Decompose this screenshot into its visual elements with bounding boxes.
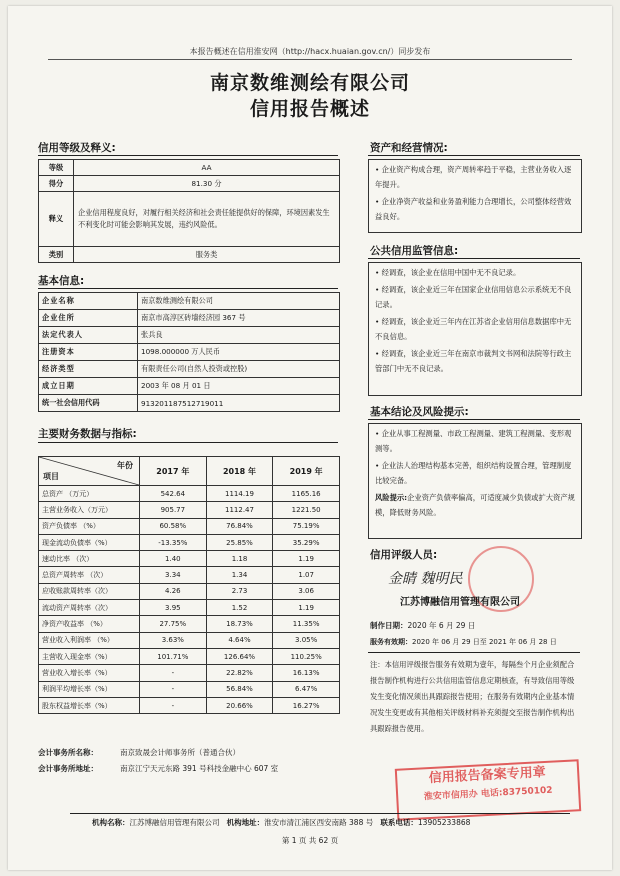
conclusion-item: • 企业法人治理结构基本完善，组织结构设置合理，管理制度比较完备。	[375, 461, 572, 485]
metric-value: 3.63%	[140, 632, 207, 648]
metric-value: 3.06	[273, 583, 340, 599]
metric-value: 1.19	[273, 551, 340, 567]
basic-info-table	[38, 292, 340, 412]
metric-value: 16.13%	[273, 665, 340, 681]
metric-name: 总资产周转率 （次）	[39, 567, 140, 583]
footer-org-label: 机构名称：	[92, 818, 130, 827]
public-item: • 经调查，该企业近三年在南京市裁判文书网和法院等行政主管部门中无不良记录。	[375, 349, 572, 373]
validity-note: 注：本信用评级报告服务有效期为壹年，每隔叁个月企业须配合报告制作机构进行公共信用监管信息定期核查，有导致信用等级发生变化情况须出具跟踪报告使用；在服务有效期内企业基本情况发生变更或有其他相关评级材料补充须提交至报告制作机构出具跟踪报告使用。	[370, 660, 575, 733]
info-key: 成立日期	[39, 378, 138, 395]
valid-period-row	[370, 637, 557, 647]
table-row	[39, 378, 340, 395]
metric-value: -	[140, 681, 207, 697]
info-value: 南京数维测绘有限公司	[138, 293, 340, 310]
public-item: • 经调查，该企业在信用中国中无不良记录。	[375, 268, 521, 277]
table-row	[39, 395, 340, 412]
section-underline	[368, 419, 580, 420]
info-value: 南京市高淳区砖墙经济园 367 号	[138, 310, 340, 327]
header-divider	[48, 59, 572, 60]
footer-divider	[70, 813, 570, 814]
made-date-row	[370, 620, 475, 631]
metric-name: 股东权益增长率（%）	[39, 697, 140, 713]
metric-value: 6.47%	[273, 681, 340, 697]
public-credit-title: 公共信用监管信息:	[370, 245, 459, 257]
year-header: 2017 年	[140, 457, 207, 486]
rating-key: 得分	[39, 176, 74, 192]
audit-firm-value: 南京致晟会计师事务所（普通合伙）	[120, 748, 240, 757]
metric-value: 75.19%	[273, 518, 340, 534]
rating-company: 江苏博融信用管理有限公司	[400, 597, 520, 608]
section-underline	[368, 258, 580, 259]
metric-value: 3.34	[140, 567, 207, 583]
table-row	[39, 361, 340, 378]
stamp-line1: 信用报告备案专用章	[428, 764, 547, 787]
table-row	[39, 192, 340, 247]
footer-addr: 淮安市清江浦区西安南路 388 号	[264, 818, 374, 827]
public-item: • 经调查，该企业近三年在国家企业信用信息公示系统无不良记录。	[375, 285, 572, 309]
table-row	[39, 583, 340, 599]
financial-title: 主要财务数据与指标:	[38, 428, 137, 440]
table-row	[39, 534, 340, 550]
rating-key: 等级	[39, 160, 74, 176]
valid-period-value: 2020 年 06 月 29 日至 2021 年 06 月 28 日	[412, 638, 557, 646]
metric-value: 4.64%	[206, 632, 273, 648]
info-key: 经济类型	[39, 361, 138, 378]
table-row	[39, 247, 340, 263]
footer-info	[92, 817, 470, 828]
metric-value: 1.40	[140, 551, 207, 567]
metric-value: 56.84%	[206, 681, 273, 697]
info-value: 913201187512719011	[138, 395, 340, 412]
section-underline	[38, 288, 338, 289]
metric-value: -	[140, 697, 207, 713]
audit-firm-address-value: 南京江宁天元东路 391 号科技金融中心 607 室	[120, 764, 279, 773]
info-value: 有限责任公司(自然人投资或控股)	[138, 361, 340, 378]
info-key: 法定代表人	[39, 327, 138, 344]
conclusion-box	[368, 423, 582, 539]
credit-rating-table	[38, 159, 340, 263]
metric-name: 主营收入现金率（%）	[39, 648, 140, 664]
info-key: 统一社会信用代码	[39, 395, 138, 412]
metric-value: 1.19	[273, 600, 340, 616]
metric-value: 110.25%	[273, 648, 340, 664]
table-row	[39, 486, 340, 502]
metric-name: 速动比率 （次）	[39, 551, 140, 567]
table-row	[39, 176, 340, 192]
table-row	[39, 648, 340, 664]
company-title: 南京数维测绘有限公司	[209, 72, 410, 94]
metric-value: 1165.16	[273, 486, 340, 502]
assets-item: • 企业资产构成合理，资产周转率趋于平稳，主营业务收入逐年提升。	[375, 165, 572, 189]
financial-body	[39, 486, 340, 714]
metric-name: 营业收入增长率（%）	[39, 665, 140, 681]
corner-item-label: 项目	[43, 472, 59, 481]
table-row	[39, 551, 340, 567]
rating-key: 释义	[39, 192, 74, 247]
metric-value: 2.73	[206, 583, 273, 599]
metric-value: 1.07	[273, 567, 340, 583]
section-underline	[38, 442, 338, 443]
section-underline	[368, 652, 580, 653]
info-value: 2003 年 08 月 01 日	[138, 378, 340, 395]
info-key: 企业名称	[39, 293, 138, 310]
year-header: 2019 年	[273, 457, 340, 486]
metric-value: 905.77	[140, 502, 207, 518]
rating-category: 服务类	[74, 247, 340, 263]
rating-definition: 企业信用程度良好，对履行相关经济和社会责任能提供好的保障，环境因素发生不利变化时可能会影响其发展，违约风险低。	[74, 192, 340, 247]
metric-name: 现金流动负债率（%）	[39, 534, 140, 550]
footer-phone: 13905233868	[417, 818, 471, 827]
metric-value: 1112.47	[206, 502, 273, 518]
risk-paragraph	[375, 490, 575, 520]
signature: 金睛 魏明民	[388, 571, 463, 587]
metric-value: 1.52	[206, 600, 273, 616]
metric-name: 资产负债率 （%）	[39, 518, 140, 534]
metric-value: 542.64	[140, 486, 207, 502]
made-date-label: 制作日期：	[370, 621, 408, 630]
metric-value: -	[140, 665, 207, 681]
footer-addr-label: 机构地址：	[226, 818, 265, 827]
credit-rating-title: 信用等级及释义:	[38, 142, 116, 154]
assets-box	[368, 159, 582, 233]
metric-value: -13.35%	[140, 534, 207, 550]
metric-name: 总资产 （万元）	[39, 486, 140, 502]
page-number: 第 1 页 共 62 页	[281, 836, 339, 845]
assets-item: • 企业净资产收益和业务盈利能力合理增长，公司整体经营效益良好。	[375, 197, 572, 221]
risk-label: 风险提示:	[375, 493, 408, 502]
rating-level: AA	[74, 160, 340, 176]
info-value: 张兵良	[138, 327, 340, 344]
metric-name: 营业收入利润率 （%）	[39, 632, 140, 648]
table-row	[39, 502, 340, 518]
metric-name: 净资产收益率 （%）	[39, 616, 140, 632]
public-credit-box	[368, 262, 582, 396]
table-row	[39, 681, 340, 697]
rating-staff-label: 信用评级人员:	[370, 549, 438, 561]
basic-info-title: 基本信息:	[38, 275, 85, 287]
filing-stamp	[395, 759, 581, 821]
section-underline	[38, 155, 338, 156]
table-row	[39, 518, 340, 534]
metric-value: 3.05%	[273, 632, 340, 648]
table-row	[39, 665, 340, 681]
report-title: 信用报告概述	[249, 98, 370, 120]
metric-value: 126.64%	[206, 648, 273, 664]
metric-value: 20.66%	[206, 697, 273, 713]
financial-table	[38, 456, 340, 714]
metric-value: 18.73%	[206, 616, 273, 632]
info-value: 1098.000000 万人民币	[138, 344, 340, 361]
footer-phone-label: 联系电话：	[380, 818, 418, 827]
metric-name: 主营业务收入（万元）	[39, 502, 140, 518]
metric-value: 60.58%	[140, 518, 207, 534]
header-note: 本报告概述在信用淮安网（http://hacx.huaian.gov.cn/）同步发布	[189, 47, 431, 56]
metric-value: 1.18	[206, 551, 273, 567]
metric-value: 3.95	[140, 600, 207, 616]
metric-value: 1114.19	[206, 486, 273, 502]
table-row	[39, 310, 340, 327]
table-row	[39, 600, 340, 616]
risk-text: 企业资产负债率偏高，可适度减少负债或扩大资产规模，降低财务风险。	[375, 493, 575, 517]
info-key: 企业住所	[39, 310, 138, 327]
stamp-line2: 淮安市信用办 电话:83750102	[423, 785, 553, 803]
table-row	[39, 567, 340, 583]
table-row	[39, 293, 340, 310]
rating-key: 类别	[39, 247, 74, 263]
metric-value: 101.71%	[140, 648, 207, 664]
section-underline	[368, 155, 580, 156]
made-date-value: 2020 年 6 月 29 日	[407, 621, 476, 630]
metric-value: 1.34	[206, 567, 273, 583]
table-row	[39, 697, 340, 713]
conclusion-title: 基本结论及风险提示:	[370, 406, 469, 418]
table-row	[39, 327, 340, 344]
assets-title: 资产和经营情况:	[370, 142, 448, 154]
metric-value: 16.27%	[273, 697, 340, 713]
audit-firm-label: 会计事务所名称：	[38, 748, 98, 757]
metric-value: 22.82%	[206, 665, 273, 681]
metric-value: 11.35%	[273, 616, 340, 632]
table-header-row	[39, 457, 340, 486]
table-row	[39, 616, 340, 632]
footer-org: 江苏博融信用管理有限公司	[129, 818, 220, 827]
conclusion-item: • 企业从事工程测量、市政工程测量、建筑工程测量、变形观测等。	[375, 429, 572, 453]
corner-header	[39, 457, 140, 486]
metric-name: 利润平均增长率（%）	[39, 681, 140, 697]
info-key: 注册资本	[39, 344, 138, 361]
valid-period-label: 服务有效期：	[370, 638, 412, 646]
rating-score: 81.30 分	[74, 176, 340, 192]
metric-value: 1221.50	[273, 502, 340, 518]
metric-value: 4.26	[140, 583, 207, 599]
public-item: • 经调查，该企业近三年内在江苏省企业信用信息数据库中无不良信息。	[375, 317, 572, 341]
metric-value: 35.29%	[273, 534, 340, 550]
metric-value: 27.75%	[140, 616, 207, 632]
metric-value: 25.85%	[206, 534, 273, 550]
metric-name: 流动资产周转率（次）	[39, 600, 140, 616]
report-page	[8, 6, 612, 870]
corner-year-label: 年份	[117, 461, 133, 470]
audit-firm-address-label: 会计事务所地址：	[38, 764, 98, 773]
metric-name: 应收账款周转率（次）	[39, 583, 140, 599]
table-row	[39, 344, 340, 361]
metric-value: 76.84%	[206, 518, 273, 534]
table-row	[39, 632, 340, 648]
table-row	[39, 160, 340, 176]
year-header: 2018 年	[206, 457, 273, 486]
